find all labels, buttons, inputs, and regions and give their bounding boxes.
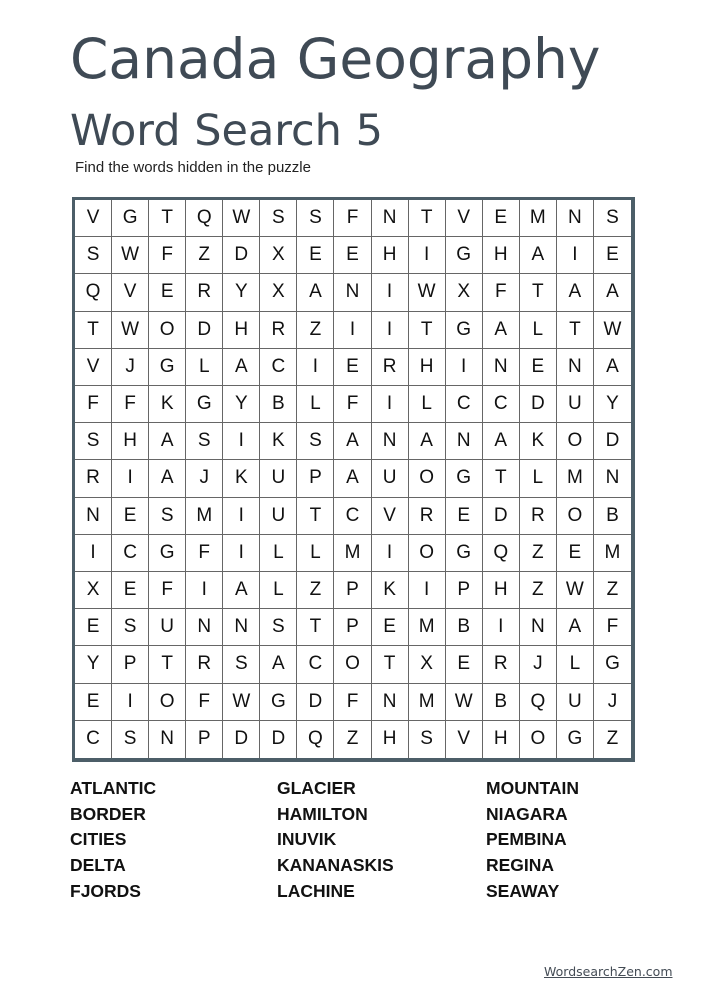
grid-cell[interactable]: N bbox=[483, 349, 520, 386]
word-list-item: INUVIK bbox=[277, 829, 337, 850]
grid-cell[interactable]: I bbox=[446, 349, 483, 386]
grid-cell[interactable]: T bbox=[520, 274, 557, 311]
grid-cell[interactable]: C bbox=[446, 386, 483, 423]
grid-cell[interactable]: T bbox=[409, 312, 446, 349]
grid-cell[interactable]: R bbox=[260, 312, 297, 349]
grid-cell[interactable]: N bbox=[186, 609, 223, 646]
grid-cell[interactable]: E bbox=[75, 684, 112, 721]
grid-cell[interactable]: N bbox=[557, 349, 594, 386]
grid-cell[interactable]: L bbox=[557, 646, 594, 683]
grid-cell[interactable]: G bbox=[446, 460, 483, 497]
grid-cell[interactable]: A bbox=[520, 237, 557, 274]
grid-cell[interactable]: V bbox=[372, 498, 409, 535]
grid-cell[interactable]: A bbox=[149, 460, 186, 497]
grid-cell[interactable]: I bbox=[75, 535, 112, 572]
grid-cell[interactable]: L bbox=[186, 349, 223, 386]
grid-cell[interactable]: A bbox=[334, 423, 371, 460]
grid-cell[interactable]: I bbox=[372, 312, 409, 349]
grid-cell[interactable]: F bbox=[186, 684, 223, 721]
grid-cell[interactable]: R bbox=[372, 349, 409, 386]
word-list-item: NIAGARA bbox=[486, 803, 568, 824]
grid-cell[interactable]: W bbox=[557, 572, 594, 609]
grid-cell[interactable]: W bbox=[594, 312, 631, 349]
grid-cell[interactable]: W bbox=[223, 200, 260, 237]
grid-cell[interactable]: Z bbox=[520, 535, 557, 572]
puzzle-grid bbox=[75, 200, 631, 758]
grid-cell[interactable]: A bbox=[297, 274, 334, 311]
grid-cell[interactable]: Z bbox=[297, 572, 334, 609]
grid-cell[interactable]: O bbox=[520, 721, 557, 758]
grid-cell[interactable]: S bbox=[297, 200, 334, 237]
grid-cell[interactable]: N bbox=[520, 609, 557, 646]
grid-cell[interactable]: E bbox=[75, 609, 112, 646]
grid-cell[interactable]: O bbox=[557, 423, 594, 460]
grid-cell[interactable]: N bbox=[372, 684, 409, 721]
grid-cell[interactable]: E bbox=[112, 498, 149, 535]
grid-cell[interactable]: Y bbox=[75, 646, 112, 683]
grid-cell[interactable]: A bbox=[223, 572, 260, 609]
grid-cell[interactable]: L bbox=[297, 535, 334, 572]
grid-cell[interactable]: T bbox=[149, 646, 186, 683]
grid-cell[interactable]: S bbox=[75, 423, 112, 460]
word-list-item: GLACIER bbox=[277, 778, 356, 798]
grid-cell[interactable]: D bbox=[520, 386, 557, 423]
grid-cell[interactable]: D bbox=[223, 237, 260, 274]
grid-cell[interactable]: C bbox=[297, 646, 334, 683]
grid-cell[interactable]: B bbox=[446, 609, 483, 646]
grid-cell[interactable]: S bbox=[223, 646, 260, 683]
grid-cell[interactable]: C bbox=[483, 386, 520, 423]
grid-cell[interactable]: E bbox=[149, 274, 186, 311]
grid-cell[interactable]: E bbox=[334, 349, 371, 386]
grid-cell[interactable]: O bbox=[149, 684, 186, 721]
grid-cell[interactable]: I bbox=[223, 498, 260, 535]
grid-cell[interactable]: U bbox=[372, 460, 409, 497]
grid-cell[interactable]: N bbox=[446, 423, 483, 460]
grid-cell[interactable]: H bbox=[223, 312, 260, 349]
grid-cell[interactable]: Z bbox=[334, 721, 371, 758]
grid-cell[interactable]: F bbox=[334, 684, 371, 721]
grid-cell[interactable]: U bbox=[260, 460, 297, 497]
grid-cell[interactable]: D bbox=[223, 721, 260, 758]
grid-cell[interactable]: K bbox=[520, 423, 557, 460]
grid-cell[interactable]: V bbox=[446, 721, 483, 758]
grid-cell[interactable]: P bbox=[297, 460, 334, 497]
word-list-column-1 bbox=[70, 776, 156, 905]
grid-cell[interactable]: F bbox=[483, 274, 520, 311]
grid-cell[interactable]: I bbox=[112, 684, 149, 721]
grid-cell[interactable]: R bbox=[520, 498, 557, 535]
grid-cell[interactable]: R bbox=[186, 646, 223, 683]
grid-cell[interactable]: S bbox=[409, 721, 446, 758]
grid-cell[interactable]: S bbox=[186, 423, 223, 460]
grid-cell[interactable]: E bbox=[372, 609, 409, 646]
grid-cell[interactable]: O bbox=[334, 646, 371, 683]
grid-cell[interactable]: F bbox=[334, 386, 371, 423]
grid-cell[interactable]: Q bbox=[520, 684, 557, 721]
grid-cell[interactable]: N bbox=[75, 498, 112, 535]
grid-cell[interactable]: X bbox=[446, 274, 483, 311]
grid-cell[interactable]: N bbox=[223, 609, 260, 646]
grid-cell[interactable]: R bbox=[409, 498, 446, 535]
word-list-item: REGINA bbox=[486, 855, 555, 876]
grid-cell[interactable]: B bbox=[483, 684, 520, 721]
grid-cell[interactable]: Q bbox=[186, 200, 223, 237]
grid-cell[interactable]: L bbox=[409, 386, 446, 423]
grid-cell[interactable]: J bbox=[520, 646, 557, 683]
grid-cell[interactable]: R bbox=[186, 274, 223, 311]
grid-cell[interactable]: G bbox=[260, 684, 297, 721]
site-link[interactable]: WordsearchZen.com bbox=[544, 964, 673, 979]
word-list-item: HAMILTON bbox=[277, 803, 368, 824]
grid-cell[interactable]: N bbox=[149, 721, 186, 758]
grid-cell[interactable]: B bbox=[260, 386, 297, 423]
grid-cell[interactable]: M bbox=[409, 609, 446, 646]
grid-cell[interactable]: W bbox=[112, 237, 149, 274]
grid-cell[interactable]: T bbox=[75, 312, 112, 349]
grid-cell[interactable]: C bbox=[260, 349, 297, 386]
grid-cell[interactable]: E bbox=[446, 646, 483, 683]
grid-cell[interactable]: I bbox=[186, 572, 223, 609]
grid-cell[interactable]: I bbox=[223, 423, 260, 460]
grid-cell[interactable]: L bbox=[520, 460, 557, 497]
grid-cell[interactable]: G bbox=[149, 349, 186, 386]
grid-cell[interactable]: T bbox=[297, 609, 334, 646]
grid-cell[interactable]: P bbox=[186, 721, 223, 758]
grid-cell[interactable]: P bbox=[334, 572, 371, 609]
grid-cell[interactable]: H bbox=[483, 721, 520, 758]
grid-cell[interactable]: A bbox=[334, 460, 371, 497]
grid-cell[interactable]: H bbox=[409, 349, 446, 386]
grid-cell[interactable]: T bbox=[483, 460, 520, 497]
grid-cell[interactable]: V bbox=[75, 200, 112, 237]
word-list-item: FJORDS bbox=[70, 880, 141, 901]
grid-cell[interactable]: K bbox=[372, 572, 409, 609]
grid-cell[interactable]: E bbox=[594, 237, 631, 274]
grid-cell[interactable]: N bbox=[334, 274, 371, 311]
grid-cell[interactable]: T bbox=[409, 200, 446, 237]
grid-cell[interactable]: X bbox=[260, 274, 297, 311]
grid-cell[interactable]: C bbox=[334, 498, 371, 535]
grid-cell[interactable]: R bbox=[483, 646, 520, 683]
grid-cell[interactable]: C bbox=[112, 535, 149, 572]
grid-cell[interactable]: B bbox=[594, 498, 631, 535]
grid-cell[interactable]: S bbox=[260, 200, 297, 237]
grid-cell[interactable]: M bbox=[186, 498, 223, 535]
grid-cell[interactable]: F bbox=[186, 535, 223, 572]
instructions-text: Find the words hidden in the puzzle bbox=[75, 159, 311, 176]
grid-cell[interactable]: Z bbox=[594, 572, 631, 609]
grid-cell[interactable]: P bbox=[446, 572, 483, 609]
grid-cell[interactable]: P bbox=[112, 646, 149, 683]
grid-cell[interactable]: G bbox=[446, 237, 483, 274]
word-list-item: SEAWAY bbox=[486, 880, 560, 901]
word-list-item: PEMBINA bbox=[486, 829, 567, 850]
grid-cell[interactable]: D bbox=[483, 498, 520, 535]
word-list-item: LACHINE bbox=[277, 880, 355, 901]
grid-cell[interactable]: G bbox=[149, 535, 186, 572]
grid-cell[interactable]: D bbox=[260, 721, 297, 758]
grid-cell[interactable]: I bbox=[334, 312, 371, 349]
grid-cell[interactable]: O bbox=[557, 498, 594, 535]
grid-cell[interactable]: E bbox=[112, 572, 149, 609]
grid-cell[interactable]: M bbox=[409, 684, 446, 721]
grid-cell[interactable]: V bbox=[75, 349, 112, 386]
grid-cell[interactable]: Y bbox=[223, 386, 260, 423]
word-list-item: CITIES bbox=[70, 829, 127, 850]
grid-cell[interactable]: X bbox=[75, 572, 112, 609]
grid-cell[interactable]: P bbox=[334, 609, 371, 646]
grid-cell[interactable]: N bbox=[372, 200, 409, 237]
word-list-item: BORDER bbox=[70, 803, 146, 824]
grid-cell[interactable]: H bbox=[483, 572, 520, 609]
grid-cell[interactable]: R bbox=[75, 460, 112, 497]
word-list-item: MOUNTAIN bbox=[486, 778, 579, 798]
grid-cell[interactable]: E bbox=[297, 237, 334, 274]
grid-cell[interactable]: J bbox=[186, 460, 223, 497]
grid-cell[interactable]: Z bbox=[186, 237, 223, 274]
grid-cell[interactable]: F bbox=[75, 386, 112, 423]
grid-cell[interactable]: G bbox=[446, 535, 483, 572]
grid-cell[interactable]: J bbox=[594, 684, 631, 721]
grid-cell[interactable]: A bbox=[594, 349, 631, 386]
grid-cell[interactable]: L bbox=[260, 535, 297, 572]
grid-cell[interactable]: N bbox=[557, 200, 594, 237]
grid-cell[interactable]: H bbox=[372, 237, 409, 274]
grid-cell[interactable]: K bbox=[260, 423, 297, 460]
grid-cell[interactable]: Z bbox=[520, 572, 557, 609]
grid-cell[interactable]: W bbox=[112, 312, 149, 349]
grid-cell[interactable]: S bbox=[297, 423, 334, 460]
grid-cell[interactable]: D bbox=[594, 423, 631, 460]
word-list-item: ATLANTIC bbox=[70, 778, 157, 798]
grid-cell[interactable]: H bbox=[483, 237, 520, 274]
grid-cell[interactable]: H bbox=[372, 721, 409, 758]
word-list-column-2 bbox=[277, 776, 394, 905]
grid-cell[interactable]: L bbox=[297, 386, 334, 423]
grid-cell[interactable]: X bbox=[260, 237, 297, 274]
word-list-column-3 bbox=[486, 776, 579, 905]
grid-cell[interactable]: L bbox=[260, 572, 297, 609]
grid-cell[interactable]: S bbox=[149, 498, 186, 535]
grid-cell[interactable]: O bbox=[409, 535, 446, 572]
grid-cell[interactable]: J bbox=[112, 349, 149, 386]
grid-cell[interactable]: V bbox=[446, 200, 483, 237]
grid-cell[interactable]: I bbox=[297, 349, 334, 386]
grid-cell[interactable]: G bbox=[112, 200, 149, 237]
grid-cell[interactable]: M bbox=[334, 535, 371, 572]
grid-cell[interactable]: E bbox=[520, 349, 557, 386]
grid-cell[interactable]: U bbox=[149, 609, 186, 646]
grid-cell[interactable]: T bbox=[557, 312, 594, 349]
word-list-item: DELTA bbox=[70, 855, 126, 876]
grid-cell[interactable]: T bbox=[372, 646, 409, 683]
grid-cell[interactable]: S bbox=[260, 609, 297, 646]
grid-cell[interactable]: M bbox=[557, 460, 594, 497]
grid-cell[interactable]: E bbox=[334, 237, 371, 274]
grid-cell[interactable]: G bbox=[594, 646, 631, 683]
grid-cell[interactable]: G bbox=[446, 312, 483, 349]
grid-cell[interactable]: M bbox=[594, 535, 631, 572]
word-list-item: KANANASKIS bbox=[277, 855, 394, 876]
grid-cell[interactable]: G bbox=[186, 386, 223, 423]
grid-cell[interactable]: S bbox=[594, 200, 631, 237]
grid-cell[interactable]: F bbox=[149, 572, 186, 609]
grid-cell[interactable]: I bbox=[112, 460, 149, 497]
grid-cell[interactable]: F bbox=[149, 237, 186, 274]
grid-cell[interactable]: I bbox=[372, 274, 409, 311]
grid-cell[interactable]: Q bbox=[75, 274, 112, 311]
grid-cell[interactable]: O bbox=[149, 312, 186, 349]
grid-cell[interactable]: Z bbox=[606, 728, 619, 750]
grid-cell[interactable]: A bbox=[483, 423, 520, 460]
grid-cell[interactable]: H bbox=[112, 423, 149, 460]
grid-cell[interactable]: A bbox=[149, 423, 186, 460]
grid-cell[interactable]: G bbox=[557, 721, 594, 758]
grid-cell[interactable]: N bbox=[372, 423, 409, 460]
grid-cell[interactable]: I bbox=[372, 535, 409, 572]
grid-cell[interactable]: V bbox=[112, 274, 149, 311]
grid-cell[interactable]: E bbox=[446, 498, 483, 535]
grid-cell[interactable]: N bbox=[594, 460, 631, 497]
puzzle-grid-frame bbox=[72, 197, 635, 762]
grid-cell[interactable]: I bbox=[409, 572, 446, 609]
grid-cell[interactable]: X bbox=[409, 646, 446, 683]
grid-cell[interactable]: F bbox=[334, 200, 371, 237]
grid-cell[interactable]: W bbox=[223, 684, 260, 721]
grid-cell[interactable]: K bbox=[149, 386, 186, 423]
grid-cell[interactable]: W bbox=[409, 274, 446, 311]
grid-cell[interactable]: A bbox=[409, 423, 446, 460]
grid-cell[interactable]: I bbox=[372, 386, 409, 423]
grid-cell[interactable]: C bbox=[75, 721, 112, 758]
grid-cell[interactable]: Q bbox=[297, 721, 334, 758]
grid-cell[interactable]: U bbox=[557, 684, 594, 721]
grid-cell[interactable]: L bbox=[520, 312, 557, 349]
grid-cell[interactable]: Z bbox=[297, 312, 334, 349]
grid-cell[interactable]: T bbox=[149, 200, 186, 237]
grid-cell[interactable]: Q bbox=[483, 535, 520, 572]
grid-cell[interactable]: F bbox=[594, 609, 631, 646]
grid-cell[interactable]: S bbox=[75, 237, 112, 274]
grid-cell[interactable]: I bbox=[409, 237, 446, 274]
grid-cell[interactable]: A bbox=[483, 312, 520, 349]
grid-cell[interactable]: E bbox=[483, 200, 520, 237]
grid-cell[interactable]: A bbox=[223, 349, 260, 386]
grid-cell[interactable]: D bbox=[297, 684, 334, 721]
grid-cell[interactable]: I bbox=[557, 237, 594, 274]
grid-cell[interactable]: I bbox=[483, 609, 520, 646]
grid-cell[interactable]: U bbox=[260, 498, 297, 535]
grid-cell[interactable]: S bbox=[112, 609, 149, 646]
grid-cell[interactable]: T bbox=[297, 498, 334, 535]
grid-cell[interactable]: A bbox=[594, 274, 631, 311]
grid-cell[interactable]: F bbox=[112, 386, 149, 423]
grid-cell[interactable]: A bbox=[557, 609, 594, 646]
grid-cell[interactable]: K bbox=[223, 460, 260, 497]
grid-cell[interactable]: A bbox=[260, 646, 297, 683]
grid-cell[interactable]: Y bbox=[223, 274, 260, 311]
page-title: Canada Geography bbox=[70, 27, 601, 91]
grid-cell[interactable]: W bbox=[446, 684, 483, 721]
grid-cell[interactable]: Y bbox=[594, 386, 631, 423]
word-list bbox=[70, 776, 630, 906]
grid-cell[interactable]: M bbox=[520, 200, 557, 237]
grid-cell[interactable]: O bbox=[409, 460, 446, 497]
grid-cell[interactable]: A bbox=[557, 274, 594, 311]
grid-cell[interactable]: S bbox=[112, 721, 149, 758]
grid-cell[interactable]: E bbox=[557, 535, 594, 572]
page-subtitle-heading: Word Search 5 bbox=[70, 106, 383, 156]
grid-cell[interactable]: I bbox=[223, 535, 260, 572]
grid-cell[interactable]: D bbox=[186, 312, 223, 349]
grid-cell[interactable]: U bbox=[557, 386, 594, 423]
